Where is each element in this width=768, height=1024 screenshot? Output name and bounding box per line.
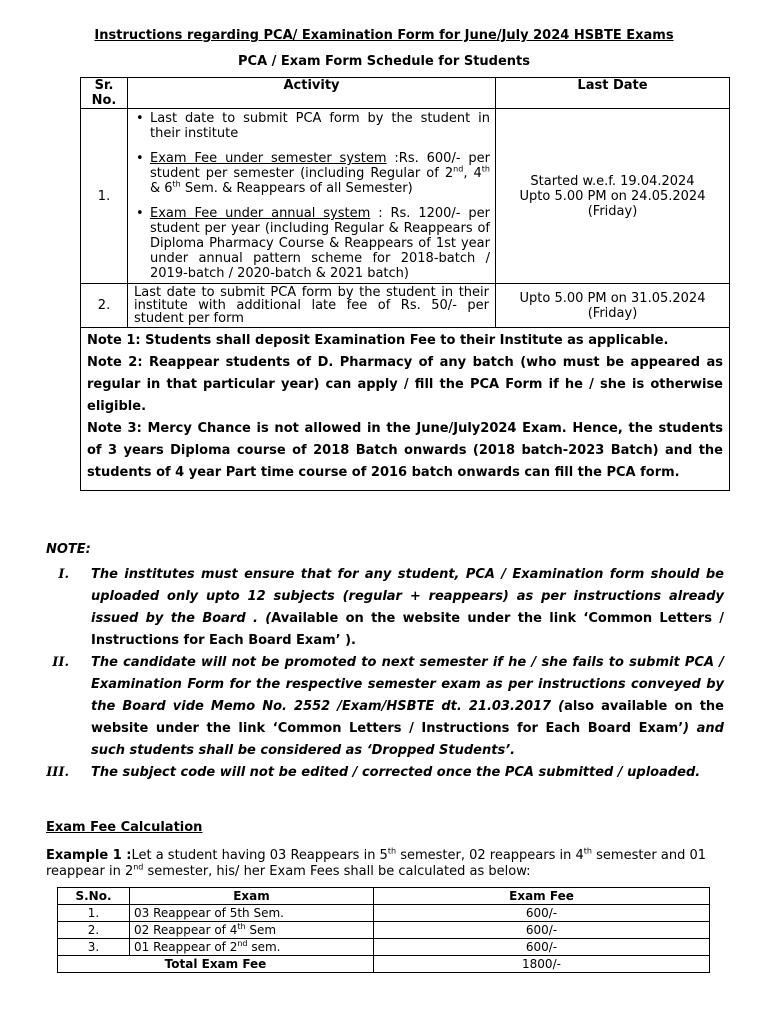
- note-2: Note 2: Reappear students of D. Pharmacy of any batch (who must be appeared as regular in that particular year) can apply / fill the PCA Form if he / she is otherwise eligible.: [87, 355, 723, 414]
- row1-last-date: Started w.e.f. 19.04.2024 Upto 5.00 PM on 24.05.2024 (Friday): [496, 109, 730, 284]
- schedule-table: [80, 77, 730, 491]
- header-sr-no: Sr. No.: [81, 78, 128, 109]
- table-row: 1. 03 Reappear of 5th Sem. 600/-: [58, 905, 710, 922]
- table-row: 3. 01 Reappear of 2nd sem. 600/-: [58, 939, 710, 956]
- schedule-notes-row: [81, 328, 730, 491]
- table-row: 2. 02 Reappear of 4th Sem 600/-: [58, 922, 710, 939]
- note-heading: NOTE:: [46, 542, 91, 557]
- row2-sr: 2.: [81, 284, 128, 328]
- fee-header-fee: Exam Fee: [374, 888, 710, 905]
- note-item-2: II. The candidate will not be promoted to next semester if he / she fails to submit PCA / Examination Form for the respective semester exam as per instructions conveyed by the Board vide Memo No. 2552 /Exam/HSBTE dt. 21.03.2017 (also available on the website under the link ‘Common Letters / Instructions for Each Board Exam’) and such students shall be considered as ‘Dropped Students’.: [52, 655, 724, 758]
- row1-bullet-3: • Exam Fee under annual system : Rs. 1200/- per student per year (including Regular & Reappears of Diploma Pharmacy Course & Reappears of 1st year under annual pattern scheme for 2018-batch / 2019-batch / 2020-batch & 2021 batch): [134, 206, 490, 281]
- fee-header-row: [58, 888, 710, 905]
- note-1: Note 1: Students shall deposit Examination Fee to their Institute as applicable.: [87, 333, 669, 348]
- header-last-date: Last Date: [496, 78, 730, 109]
- row2-last-date: Upto 5.00 PM on 31.05.2024 (Friday): [496, 284, 730, 328]
- note-3: Note 3: Mercy Chance is not allowed in the June/July2024 Exam. Hence, the students of 3 years Diploma course of 2018 Batch onwards (2018 batch-2023 Batch) and the students of 4 year Part time course of 2016 batch onwards can fill the PCA form.: [87, 421, 723, 480]
- schedule-row-1: [81, 109, 730, 284]
- row2-activity: Last date to submit PCA form by the student in their institute with additional late fee of Rs. 50/- per student per form: [128, 284, 496, 328]
- schedule-header-row: [81, 78, 730, 109]
- fee-header-exam: Exam: [130, 888, 374, 905]
- document-title: Instructions regarding PCA/ Examination Form for June/July 2024 HSBTE Exams: [94, 28, 674, 43]
- row1-sr: 1.: [81, 109, 128, 284]
- fee-header-sno: S.No.: [58, 888, 130, 905]
- note-item-1: I. The institutes must ensure that for any student, PCA / Examination form should be uploaded only upto 12 subjects (regular + reappears) as per instructions already issued by the Board . (Available on the website under the link ‘Common Letters / Instructions for Each Board Exam’ ).: [58, 567, 724, 648]
- row1-bullet-2: • Exam Fee under semester system :Rs. 600/- per student per semester (including Regular of 2nd, 4th & 6th Sem. & Reappears of all Semester): [134, 151, 490, 196]
- total-value: 1800/-: [374, 956, 710, 973]
- row1-bullet-1: • Last date to submit PCA form by the student in their institute: [134, 111, 490, 141]
- total-label: Total Exam Fee: [58, 956, 374, 973]
- row1-activity: [128, 109, 496, 284]
- fee-total-row: [58, 956, 710, 973]
- fee-table: [57, 887, 710, 973]
- schedule-row-2: [81, 284, 730, 328]
- example-text: Example 1 :Let a student having 03 Reappears in 5th semester, 02 reappears in 4th semester and 01 reappear in 2nd semester, his/ her Exam Fees shall be calculated as below:: [46, 846, 707, 879]
- note-item-3: III. The subject code will not be edited / corrected once the PCA submitted / uploaded.: [46, 765, 701, 780]
- fee-calc-heading: Exam Fee Calculation: [46, 820, 203, 835]
- schedule-notes: [81, 328, 730, 491]
- schedule-title: PCA / Exam Form Schedule for Students: [238, 54, 530, 69]
- header-activity: Activity: [128, 78, 496, 109]
